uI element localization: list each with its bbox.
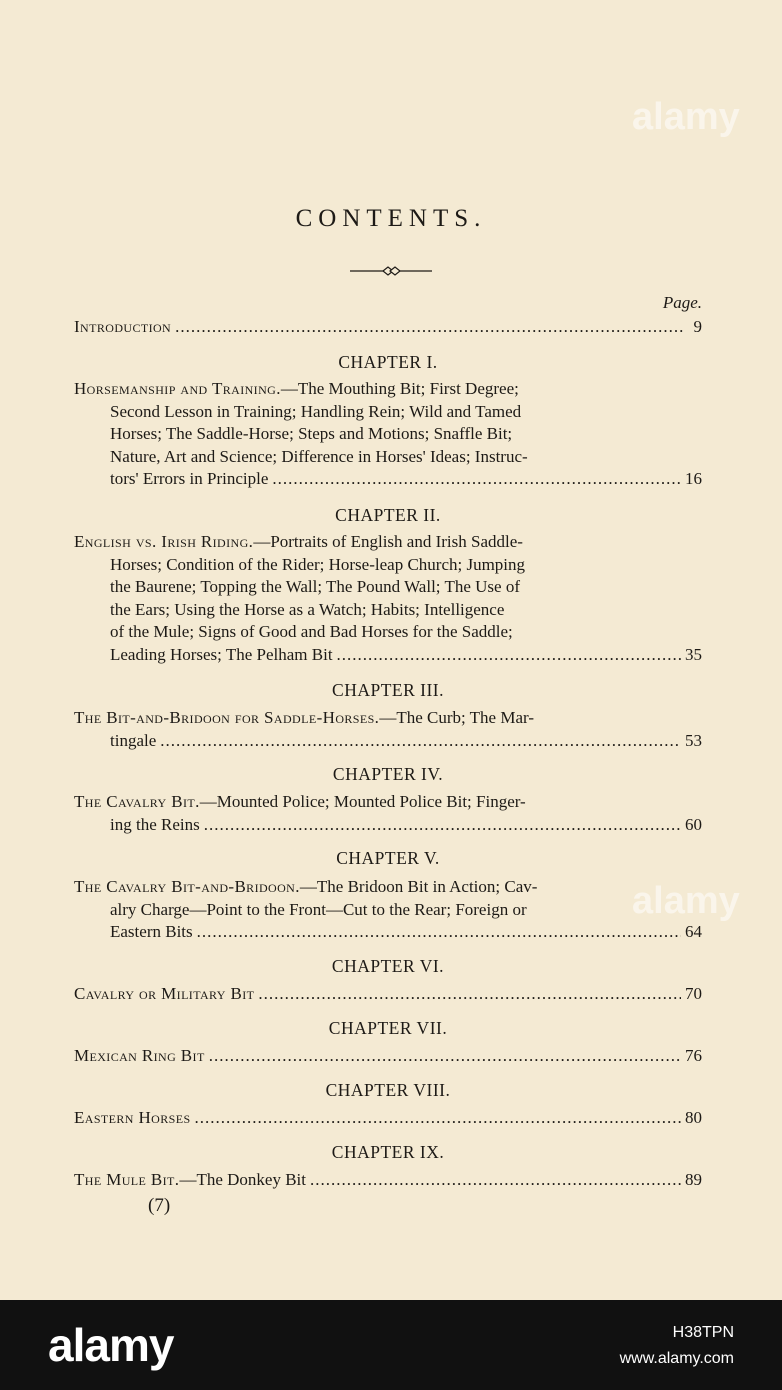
entry-text: tors' Errors in Principle (110, 469, 269, 488)
chapter-heading: CHAPTER I. (338, 352, 438, 372)
divider-ornament-icon (350, 265, 432, 277)
site-url: www.alamy.com (619, 1350, 734, 1367)
entry-text: —The Curb; The Mar- (379, 708, 534, 727)
entry-page: 89 (685, 1170, 702, 1189)
image-id: H38TPN (672, 1324, 734, 1341)
entry-page: 16 (685, 469, 702, 488)
leader-dots (197, 921, 681, 944)
entry-text: Nature, Art and Science; Difference in Horses' Ideas; Instruc- (110, 446, 528, 466)
chapter-heading: CHAPTER V. (336, 848, 440, 868)
entry-page: 9 (693, 317, 702, 336)
entry-text: Leading Horses; The Pelham Bit (110, 644, 333, 664)
chapter-heading: CHAPTER III. (332, 680, 444, 700)
entry-text: —The Bridoon Bit in Action; Cav- (299, 877, 538, 896)
watermark-footer (0, 1300, 782, 1390)
chapter-heading: CHAPTER IX. (331, 1142, 445, 1162)
page-title: CONTENTS. (295, 205, 487, 232)
entry-lead: The Mule Bit. (74, 1170, 180, 1189)
watermark-logo: alamy (632, 880, 740, 922)
entry-lead: Cavalry or Military Bit (74, 984, 255, 1003)
entry-text: alry Charge—Point to the Front—Cut to the Rear; Foreign or (110, 899, 527, 919)
entry-text: —The Donkey Bit (179, 1170, 306, 1189)
leader-dots (272, 468, 681, 491)
page-column-label: Page. (662, 293, 702, 312)
chapter-heading: CHAPTER IV. (332, 764, 444, 784)
entry-text: ing the Reins (110, 814, 200, 834)
toc-entry-chapter-6[interactable] (74, 983, 702, 1006)
leader-dots (337, 644, 681, 667)
entry-lead: Mexican Ring Bit (74, 1046, 205, 1065)
entry-text: Horses; Condition of the Rider; Horse-leap Church; Jumping (110, 554, 526, 574)
alamy-logo: alamy (48, 1319, 174, 1371)
entry-text: Second Lesson in Training; Handling Rein; Wild and Tamed (110, 401, 522, 421)
entry-text: Horses; The Saddle-Horse; Steps and Motions; Snaffle Bit; (110, 424, 513, 443)
page-folio: (7) (148, 1195, 171, 1216)
toc-entry-chapter-9[interactable] (74, 1169, 702, 1192)
toc-entry-chapter-2[interactable] (74, 531, 702, 666)
toc-entry-introduction[interactable] (74, 316, 702, 339)
leader-dots (209, 1045, 681, 1068)
entry-text: the Baurene; Topping the Wall; The Pound Wall; The Use of (110, 577, 520, 596)
chapter-heading: CHAPTER VIII. (325, 1080, 451, 1100)
entry-lead: The Bit-and-Bridoon for Saddle-Horses. (74, 708, 380, 727)
watermark-logo: alamy (632, 96, 740, 138)
entry-lead: The Cavalry Bit. (74, 792, 200, 811)
entry-text: Eastern Bits (110, 922, 193, 941)
entry-page: 35 (685, 644, 702, 664)
entry-lead: Eastern Horses (74, 1108, 191, 1127)
entry-text: —Mounted Police; Mounted Police Bit; Finger- (199, 792, 526, 811)
entry-page: 70 (685, 984, 702, 1003)
leader-dots (195, 1107, 681, 1130)
chapter-heading: CHAPTER VI. (331, 956, 445, 976)
entry-text: the Ears; Using the Horse as a Watch; Habits; Intelligence (110, 599, 505, 619)
leader-dots (258, 983, 681, 1006)
entry-lead: English vs. Irish Riding. (74, 532, 254, 551)
entry-page: 80 (685, 1108, 702, 1127)
entry-page: 76 (685, 1046, 702, 1065)
chapter-heading: CHAPTER VII. (328, 1018, 448, 1038)
chapter-heading: CHAPTER II. (335, 505, 441, 525)
leader-dots (175, 316, 684, 339)
toc-entry-chapter-1[interactable] (74, 378, 702, 491)
toc-entry-chapter-5[interactable] (74, 876, 702, 944)
leader-dots (160, 730, 681, 753)
entry-lead: The Cavalry Bit-and-Bridoon. (74, 877, 300, 896)
entry-text: of the Mule; Signs of Good and Bad Horses for the Saddle; (110, 622, 513, 641)
entry-text: tingale (110, 730, 157, 750)
entry-lead: Horsemanship and Training. (74, 379, 281, 398)
leader-dots (310, 1169, 681, 1192)
toc-entry-chapter-4[interactable] (74, 791, 702, 836)
entry-title: Introduction (74, 317, 172, 336)
entry-page: 53 (685, 730, 702, 750)
toc-entry-chapter-3[interactable] (74, 707, 702, 752)
entry-text: —The Mouthing Bit; First Degree; (280, 379, 519, 398)
entry-text: —Portraits of English and Irish Saddle- (253, 532, 523, 551)
entry-page: 60 (685, 814, 702, 834)
leader-dots (204, 814, 681, 837)
toc-entry-chapter-7[interactable] (74, 1045, 702, 1068)
entry-page: 64 (685, 922, 702, 941)
toc-entry-chapter-8[interactable] (74, 1107, 702, 1130)
